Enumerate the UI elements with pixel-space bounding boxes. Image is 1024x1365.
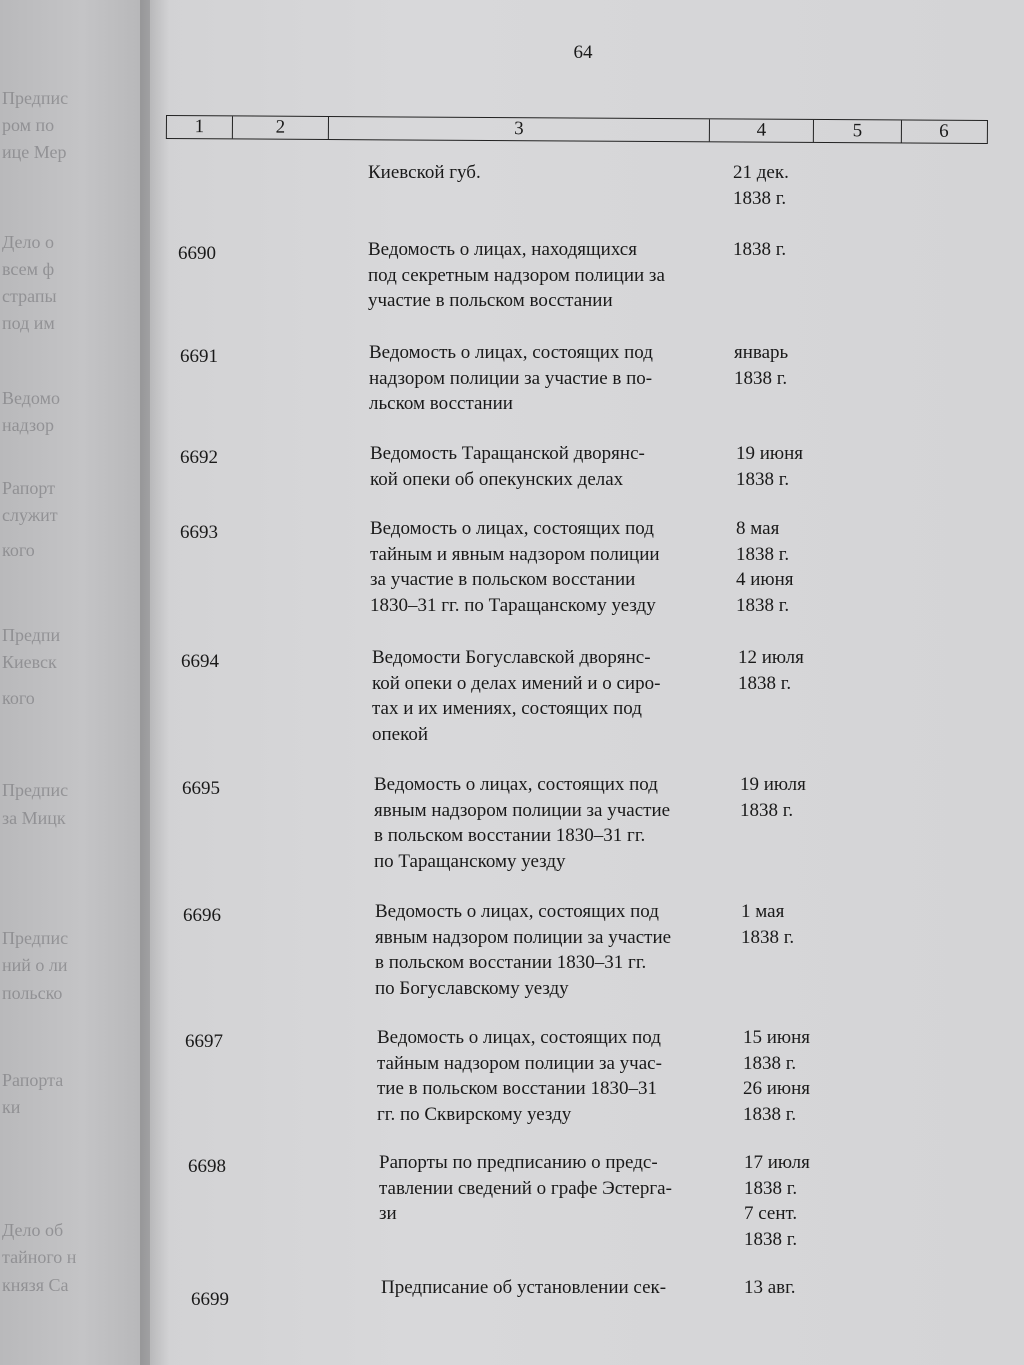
record-dates [736, 441, 803, 492]
record-description-line: тайным и явным надзором полиции [370, 543, 660, 565]
previous-page-text-fragment: служит [2, 505, 58, 525]
record-description-line: под секретным надзором полиции за [368, 264, 665, 286]
record-dates [738, 645, 804, 696]
record-description-line: явным надзором полиции за участие [375, 926, 672, 948]
record-description-line: Ведомость о лицах, состоящих под [377, 1027, 661, 1048]
record-description-line: Ведомость о лицах, состоящих под [374, 774, 658, 795]
record-date-line: 1838 г. [736, 543, 790, 565]
record-description-line: тах и их имениях, состоящих под [372, 698, 642, 719]
record-description [368, 237, 728, 314]
record-number: 6695 [182, 778, 220, 799]
record-dates [733, 237, 786, 263]
record-date-line: 1838 г. [738, 672, 792, 694]
record-description-line: Предписание об установлении сек- [381, 1277, 667, 1298]
record-description [372, 645, 732, 747]
previous-page-text-fragment: Киевск [2, 652, 57, 672]
record-description-line: Ведомость о лицах, состоящих под [369, 342, 653, 363]
record-number: 6699 [191, 1289, 229, 1310]
record-description-line: надзором полиции за участие в по- [369, 367, 653, 389]
record-description [369, 340, 729, 417]
record-dates [734, 340, 788, 391]
previous-page-text-fragment: за Мицк [2, 808, 66, 828]
record-date-line: 1 мая [741, 901, 785, 922]
record-description-line: опекой [372, 723, 429, 745]
previous-page-text-fragment: всем ф [2, 259, 55, 279]
record-description [381, 1275, 741, 1301]
record-date-line: 1838 г. [743, 1052, 797, 1074]
record-dates [741, 899, 794, 950]
previous-page-text-fragment: Дело о [2, 232, 54, 252]
record-dates [743, 1025, 810, 1127]
record-date-line: 26 июня [743, 1078, 811, 1099]
record-number: 6694 [181, 651, 219, 672]
column-header-1: 1 [167, 116, 233, 138]
record-description-line: зи [379, 1203, 397, 1224]
previous-page-text-fragment: польско [2, 983, 63, 1003]
record-description-line: Ведомость Таращанской дворянс- [370, 443, 645, 464]
record-date-line: 1838 г. [736, 468, 790, 490]
record-number: 6698 [188, 1156, 226, 1177]
previous-page-text-fragment: Рапорта [2, 1070, 64, 1090]
record-date-line: 1838 г. [741, 926, 795, 948]
record-date-line: 21 дек. [733, 162, 789, 183]
record-number: 6692 [180, 447, 218, 468]
record-date-line: 1838 г. [743, 1103, 797, 1125]
record-description [379, 1150, 739, 1227]
record-dates [744, 1275, 796, 1301]
record-date-line: 1838 г. [744, 1177, 798, 1199]
record-dates [740, 772, 806, 823]
record-description-line: 1830–31 гг. по Таращанскому уезду [370, 594, 656, 616]
record-date-line: 13 авг. [744, 1277, 796, 1298]
record-number: 6691 [180, 346, 218, 367]
record-dates [736, 516, 794, 618]
record-date-line: 1838 г. [736, 594, 790, 616]
column-header-4: 4 [710, 119, 814, 142]
previous-page-text-fragment: Дело об [2, 1220, 64, 1240]
record-description [375, 899, 735, 1001]
record-description-line: Киевской губ. [368, 162, 481, 183]
record-date-line: 7 сент. [744, 1203, 798, 1224]
column-header-2: 2 [233, 116, 329, 139]
record-date-line: 1838 г. [733, 187, 787, 209]
record-description-line: по Богуславскому уезду [375, 977, 569, 999]
record-date-line: 1838 г. [733, 239, 787, 260]
record-date-line: 19 июня [736, 443, 804, 464]
book-gutter [140, 0, 170, 1365]
record-date-line: 1838 г. [734, 367, 788, 389]
previous-page-text-fragment: ки [2, 1097, 21, 1117]
previous-page-text-fragment: Рапорт [2, 478, 56, 498]
previous-page-text-fragment: кого [2, 540, 35, 560]
record-description-line: в польском восстании 1830–31 гг. [375, 952, 647, 973]
record-description-line: кой опеки об опекунских делах [370, 468, 624, 490]
record-date-line: 17 июля [744, 1152, 810, 1173]
record-description-line: тавлении сведений о графе Эстерга- [379, 1177, 672, 1199]
record-description-line: Рапорты по предписанию о предс- [379, 1152, 658, 1173]
previous-page-text-fragment: Предпис [2, 88, 69, 108]
record-number: 6693 [180, 522, 218, 543]
record-description-line: Ведомости Богуславской дворянс- [372, 647, 651, 668]
record-description-line: участие в польском восстании [368, 290, 613, 311]
previous-page-text-fragment: князя Са [2, 1275, 69, 1295]
record-description [377, 1025, 737, 1127]
column-header-5: 5 [814, 120, 902, 143]
record-description-line: в польском восстании 1830–31 гг. [374, 825, 646, 846]
record-description-line: льском восстании [369, 393, 513, 414]
previous-page-text-fragment: ице Мер [2, 142, 67, 162]
record-description [368, 160, 728, 186]
column-header-6: 6 [939, 120, 949, 142]
record-dates [733, 160, 789, 211]
column-header-3: 3 [329, 117, 710, 141]
record-description-line: гг. по Сквирскому уезду [377, 1103, 572, 1125]
record-number: 6690 [178, 243, 216, 264]
page-number: 64 [573, 42, 593, 63]
record-description-line: Ведомость о лицах, состоящих под [370, 518, 654, 539]
record-description-line: кой опеки о делах имений и о сиро- [372, 672, 661, 694]
record-description-line: Ведомость о лицах, находящихся [368, 239, 637, 260]
record-description [374, 772, 734, 874]
record-date-line: 15 июня [743, 1027, 811, 1048]
record-date-line: 8 мая [736, 518, 780, 539]
record-number: 6696 [183, 905, 221, 926]
record-date-line: 1838 г. [740, 799, 794, 821]
previous-page-text-fragment: страпы [2, 286, 57, 306]
previous-page-text-fragment: Предпис [2, 928, 69, 948]
record-description [370, 516, 730, 618]
record-number: 6697 [185, 1031, 223, 1052]
record-description-line: за участие в польском восстании [370, 569, 636, 590]
record-date-line: 19 июля [740, 774, 806, 795]
previous-page-text-fragment: под им [2, 313, 55, 333]
record-date-line: 1838 г. [744, 1228, 798, 1250]
previous-page-text-fragment: Ведомо [2, 388, 60, 408]
previous-page-edge [0, 0, 150, 1365]
previous-page-text-fragment: надзор [2, 415, 55, 435]
previous-page-text-fragment: Предпис [2, 780, 69, 800]
record-description-line: тайным надзором полиции за учас- [377, 1052, 662, 1074]
record-date-line: январь [734, 342, 789, 363]
previous-page-text-fragment: ром по [2, 115, 55, 135]
previous-page-text-fragment: тайного н [2, 1247, 77, 1267]
previous-page-text-fragment: кого [2, 688, 35, 708]
record-date-line: 12 июля [738, 647, 804, 668]
record-dates [744, 1150, 810, 1252]
record-description-line: явным надзором полиции за участие [374, 799, 671, 821]
record-description-line: по Таращанскому уезду [374, 850, 566, 872]
record-date-line: 4 июня [736, 569, 794, 590]
record-description [370, 441, 730, 492]
record-description-line: тие в польском восстании 1830–31 [377, 1078, 657, 1099]
column-header-strip [166, 115, 988, 144]
previous-page-text-fragment: Предпи [2, 625, 61, 645]
previous-page-text-fragment: ний о ли [2, 955, 68, 975]
record-description-line: Ведомость о лицах, состоящих под [375, 901, 659, 922]
